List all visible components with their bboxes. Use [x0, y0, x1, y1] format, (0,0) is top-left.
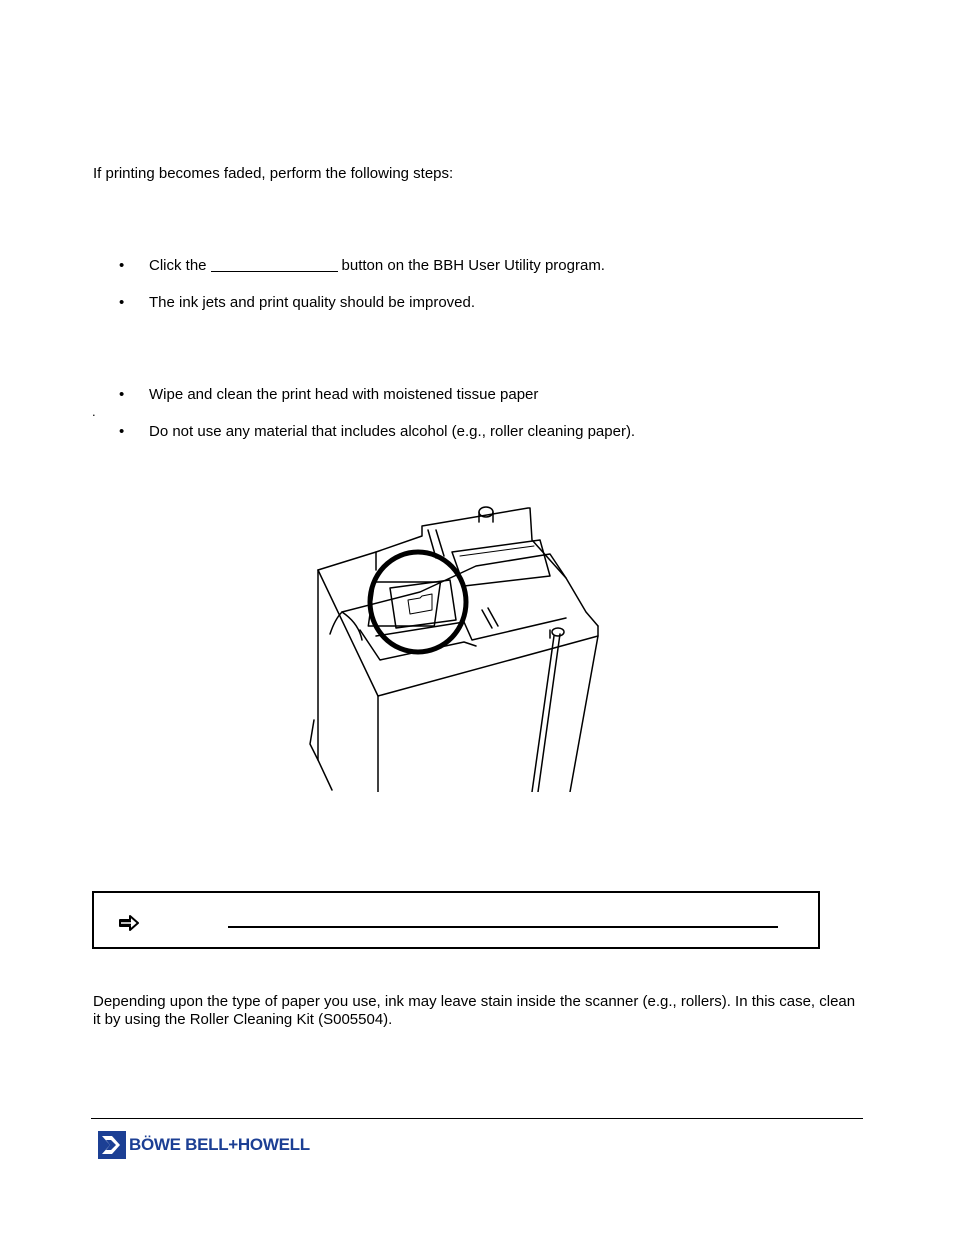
bullet-icon: •	[119, 294, 125, 311]
footer-divider	[91, 1118, 863, 1119]
bullet-text: The ink jets and print quality should be improved.	[149, 294, 476, 311]
intro-text: If printing becomes faded, perform the following steps:	[93, 165, 454, 182]
bullet-text-after: button on the BBH User Utility program.	[341, 257, 605, 274]
stray-period: .	[92, 404, 96, 419]
right-arrow-icon	[118, 914, 140, 935]
brand-name: BÖWE BELL+HOWELL	[129, 1135, 310, 1154]
bullet-text: Wipe and clean the print head with moistened tissue paper	[149, 386, 539, 403]
bullet-icon: •	[119, 423, 125, 440]
company-logo	[98, 1131, 310, 1159]
note-box	[92, 891, 820, 949]
logo-mark-icon	[98, 1131, 126, 1159]
bullet-text-before: Click the	[149, 257, 207, 274]
bullet-icon: •	[119, 257, 125, 274]
note-underline	[228, 926, 778, 928]
button-name-blank	[211, 257, 338, 272]
bullet-icon: •	[119, 386, 125, 403]
print-head-illustration	[280, 500, 610, 792]
bullet-text: Do not use any material that includes alcohol (e.g., roller cleaning paper).	[149, 423, 636, 440]
closing-text: Depending upon the type of paper you use, ink may leave stain inside the scanner (e.g., rollers). In this case, clean it by using the Roller Cleaning Kit (S005504).	[93, 993, 856, 1028]
